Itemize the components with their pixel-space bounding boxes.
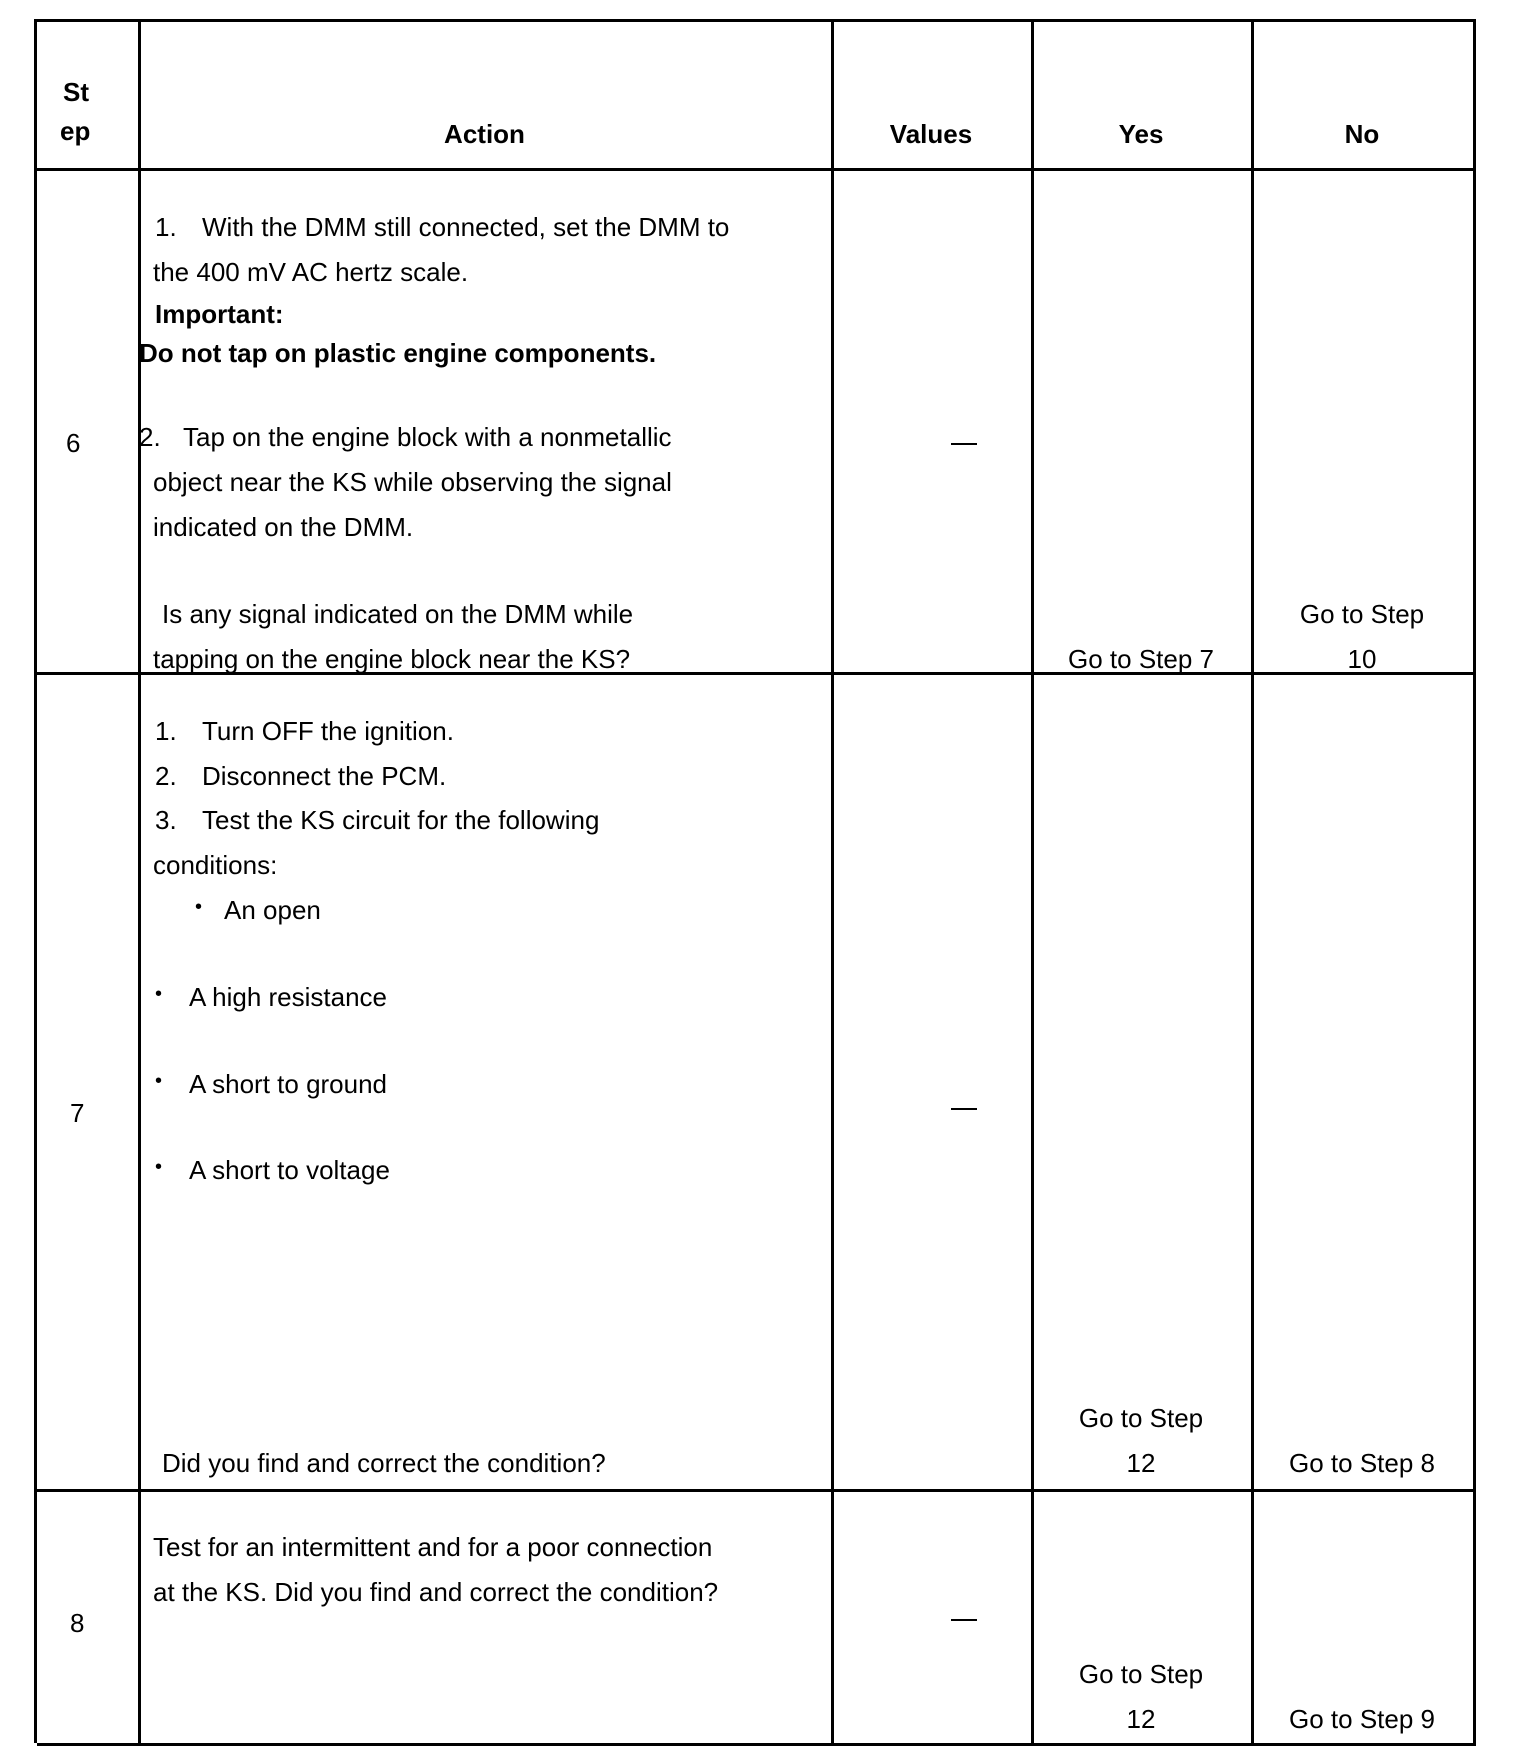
- step-6-item1-line1: With the DMM still connected, set the DMM to: [202, 212, 730, 242]
- step-6-no-cell: [1251, 168, 1476, 675]
- step-6-item2-line3: indicated on the DMM.: [153, 512, 414, 542]
- condition-item: A high resistance: [189, 982, 388, 1012]
- header-step-cell: [37, 22, 141, 171]
- step-6-item2-line2: object near the KS while observing the signal: [153, 467, 672, 497]
- step-8-no-cell: [1251, 1489, 1476, 1746]
- step-6-number-cell: [37, 168, 141, 675]
- diagnostic-table: [34, 19, 1476, 1743]
- step-6-important-text: Do not tap on plastic engine components.: [139, 338, 657, 368]
- step-6-question-line1: Is any signal indicated on the DMM while: [162, 599, 634, 629]
- value-dash: [951, 1108, 977, 1110]
- step-7-item2-num: 2.: [155, 761, 177, 791]
- step-7-action-cell: [138, 672, 834, 1492]
- step-number: 7: [70, 1098, 85, 1128]
- step-8-action-line2: at the KS. Did you find and correct the condition?: [153, 1577, 719, 1607]
- header-no-cell: [1251, 22, 1476, 171]
- step-6-no-link-line2[interactable]: 10: [1347, 644, 1377, 674]
- step-7-item2: Disconnect the PCM.: [202, 761, 447, 791]
- header-yes: Yes: [1118, 119, 1164, 149]
- step-6-item2-line1: Tap on the engine block with a nonmetallic: [183, 422, 672, 452]
- step-6-important-label: Important:: [155, 299, 284, 329]
- step-7-no-cell: [1251, 672, 1476, 1492]
- condition-item: An open: [224, 895, 321, 925]
- header-no: No: [1344, 119, 1380, 149]
- step-7-item1-num: 1.: [155, 716, 177, 746]
- condition-item: A short to voltage: [189, 1155, 390, 1185]
- step-7-item3-num: 3.: [155, 805, 177, 835]
- step-7-no-link[interactable]: Go to Step 8: [1289, 1448, 1435, 1478]
- step-7-item3-line2: conditions:: [153, 850, 278, 880]
- condition-item: A short to ground: [189, 1069, 388, 1099]
- bullet-icon: •: [155, 1070, 163, 1092]
- step-7-yes-cell: [1031, 672, 1254, 1492]
- step-7-item1: Turn OFF the ignition.: [202, 716, 454, 746]
- header-step-line1: St: [63, 77, 89, 107]
- step-7-values-cell: [831, 672, 1034, 1492]
- step-number: 6: [66, 428, 81, 458]
- step-7-number-cell: [37, 672, 141, 1492]
- step-6-question-line2: tapping on the engine block near the KS?: [153, 644, 631, 674]
- step-8-yes-cell: [1031, 1489, 1254, 1746]
- step-7-yes-link-line1[interactable]: Go to Step: [1078, 1403, 1204, 1433]
- step-7-item3-line1: Test the KS circuit for the following: [202, 805, 600, 835]
- step-6-yes-link[interactable]: Go to Step 7: [1068, 644, 1214, 674]
- step-6-no-link-line1[interactable]: Go to Step: [1299, 599, 1425, 629]
- step-6-item1-line2: the 400 mV AC hertz scale.: [153, 257, 469, 287]
- step-7-yes-link-line2[interactable]: 12: [1126, 1448, 1156, 1478]
- header-action-cell: [138, 22, 834, 171]
- value-dash: [951, 1619, 977, 1621]
- step-6-yes-cell: [1031, 168, 1254, 675]
- bullet-icon: •: [195, 896, 203, 918]
- step-6-item2-num: 2.: [139, 422, 161, 452]
- step-8-no-link[interactable]: Go to Step 9: [1289, 1704, 1435, 1734]
- step-8-action-line1: Test for an intermittent and for a poor connection: [153, 1532, 713, 1562]
- step-6-action-cell: [138, 168, 834, 675]
- header-values-cell: [831, 22, 1034, 171]
- header-values: Values: [889, 119, 973, 149]
- header-action: Action: [444, 119, 525, 149]
- bullet-icon: •: [155, 1156, 163, 1178]
- value-dash: [951, 443, 977, 445]
- step-7-question: Did you find and correct the condition?: [162, 1448, 606, 1478]
- step-6-item1-num: 1.: [155, 212, 177, 242]
- step-8-action-cell: [138, 1489, 834, 1746]
- bullet-icon: •: [155, 983, 163, 1005]
- step-8-number-cell: [37, 1489, 141, 1746]
- step-6-values-cell: [831, 168, 1034, 675]
- step-8-yes-link-line1[interactable]: Go to Step: [1078, 1659, 1204, 1689]
- step-number: 8: [70, 1608, 85, 1638]
- step-8-yes-link-line2[interactable]: 12: [1126, 1704, 1156, 1734]
- header-step-line2: ep: [60, 116, 91, 146]
- header-yes-cell: [1031, 22, 1254, 171]
- step-8-values-cell: [831, 1489, 1034, 1746]
